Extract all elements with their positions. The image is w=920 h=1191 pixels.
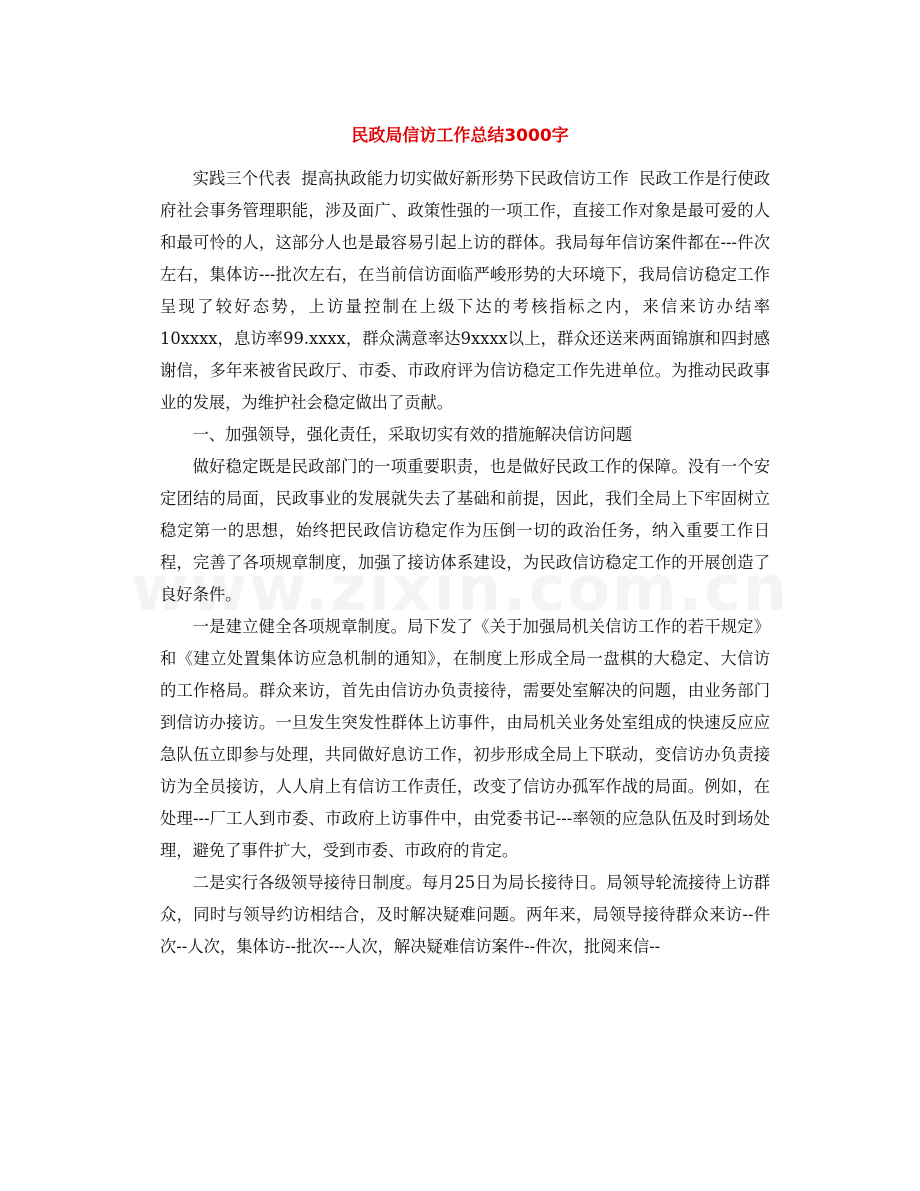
document-title: 民政局信访工作总结3000字: [351, 126, 569, 146]
paragraph-stability: 做好稳定既是民政部门的一项重要职责，也是做好民政工作的保障。没有一个安定团结的局面，民政事业的发展就失去了基础和前提，因此，我们全局上下牢固树立稳定第一的思想，始终把民政信访稳定作为压倒一切的政治任务，纳入重要工作日程，完善了各项规章制度，加强了接访体系建设，为民政信访稳定工作的开展创造了良好条件。: [160, 457, 770, 604]
section-heading-1: 一、加强领导，强化责任，采取切实有效的措施解决信访问题: [192, 425, 633, 444]
paragraph-rules: 一是建立健全各项规章制度。局下发了《关于加强局机关信访工作的若干规定》和《建立处置集体访应急机制的通知》，在制度上形成全局一盘棋的大稳定、大信访的工作格局。群众来访，首先由信访办负责接待，需要处室解决的问题，由业务部门到信访办接访。一旦发生突发性群体上访事件，由局机关业务处室组成的快速反应应急队伍立即参与处理，共同做好息访工作，初步形成全局上下联动，变信访办负责接访为全员接访，人人肩上有信访工作责任，改变了信访办孤军作战的局面。例如，在处理---厂工人到市委、市政府上访事件中，由党委书记---率领的应急队伍及时到场处理，避免了事件扩大，受到市委、市政府的肯定。: [160, 617, 770, 860]
paragraph-intro: 实践三个代表 提高执政能力切实做好新形势下民政信访工作 民政工作是行使政府社会事务管理职能，涉及面广、政策性强的一项工作，直接工作对象是最可爱的人和最可怜的人，这部分人也是最容易引起上访的群体。我局每年信访案件都在---件次左右，集体访---批次左右，在当前信访面临严峻形势的大环境下，我局信访稳定工作呈现了较好态势，上访量控制在上级下达的考核指标之内，来信来访办结率10xxxx，息访率99.xxxx，群众满意率达9xxxx以上，群众还送来两面锦旗和四封感谢信，多年来被省民政厅、市委、市政府评为信访稳定工作先进单位。为推动民政事业的发展，为维护社会稳定做出了贡献。: [160, 169, 770, 412]
paragraph-reception-day: 二是实行各级领导接待日制度。每月25日为局长接待日。局领导轮流接待上访群众，同时与领导约访相结合，及时解决疑难问题。两年来，局领导接待群众来访--件次--人次，集体访--批次---人次，解决疑难信访案件--件次，批阅来信--: [160, 873, 770, 956]
document-body: [160, 163, 770, 963]
